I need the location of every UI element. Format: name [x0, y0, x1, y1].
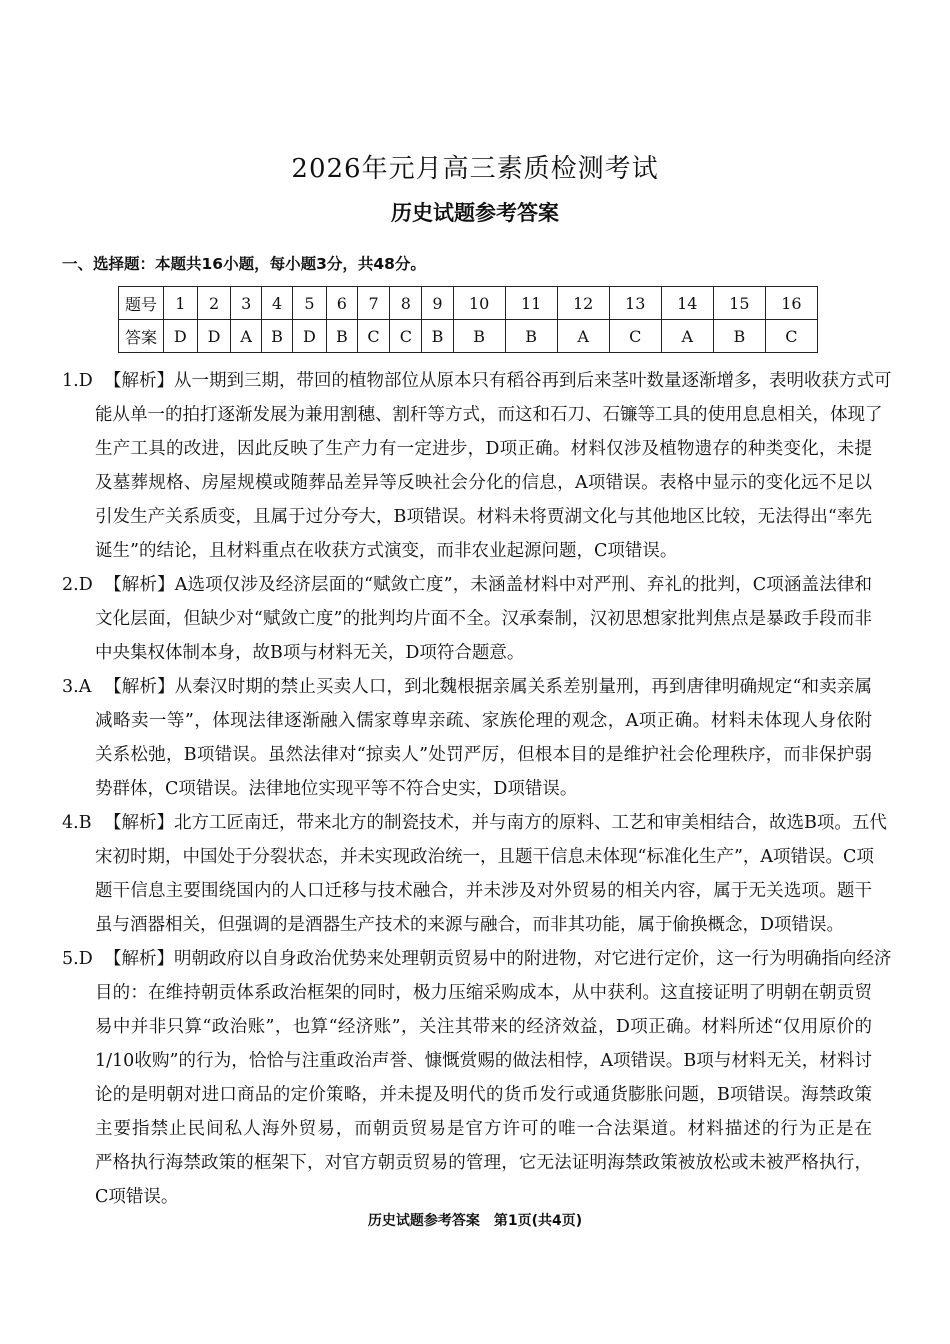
explanation-line: 能从单一的拍打逐渐发展为兼用割穗、割秆等方式，而这和石刀、石镰等工具的使用息息相关，体现了 [95, 405, 883, 425]
answer-cell: B [505, 320, 557, 353]
explanation-line [62, 942, 892, 976]
question-number-cell: 8 [390, 287, 422, 320]
explanation-item [62, 670, 872, 806]
question-answer-label: 3.A [62, 677, 92, 697]
page-footer: 历史试题参考答案 第1页(共4页) [367, 1213, 583, 1229]
answer-cell: A [557, 320, 609, 353]
answer-cell: C [765, 320, 817, 353]
exam-title: 2026年元月高三素质检测考试 [291, 154, 659, 184]
question-number-cell: 2 [197, 287, 231, 320]
answer-cell: C [609, 320, 661, 353]
answer-cell: C [357, 320, 389, 353]
explanation-line: 易中并非只算“政治账”，也算“经济账”，关注其带来的经济效益，D项正确。材料所述“仅用原价的 [95, 1017, 872, 1037]
question-answer-label: 1.D [62, 371, 93, 391]
question-number-row [119, 287, 818, 320]
answer-cell: D [293, 320, 327, 353]
explanation-line: 论的是明朝对进口商品的定价策略，并未提及明代的货币发行或通货膨胀问题，B项错误。海禁政策 [95, 1085, 872, 1105]
question-number-cell: 10 [453, 287, 505, 320]
question-number-cell: 5 [293, 287, 327, 320]
explanation-line: 文化层面，但缺少对“赋敛亡度”的批判均片面不全。汉承秦制，汉初思想家批判焦点是暴政手段而非 [95, 609, 872, 629]
answer-cell: C [390, 320, 422, 353]
explanation-text: 【解析】明朝政府以自身政治优势来处理朝贡贸易中的附进物，对它进行定价，这一行为明确指向经济 [104, 949, 892, 969]
explanation-item [62, 806, 887, 942]
question-number-cell: 14 [661, 287, 713, 320]
row-label: 答案 [119, 320, 164, 353]
explanation-line: C项错误。 [95, 1187, 179, 1207]
explanation-text: 【解析】北方工匠南迁，带来北方的制瓷技术，并与南方的原料、工艺和审美相结合，故选B项。五代 [104, 813, 887, 833]
explanation-line: 1/10收购”的行为，恰恰与注重政治声誉、慷慨赏赐的做法相悖，A项错误。B项与材料无关，材料讨 [95, 1051, 872, 1071]
explanation-line: 诞生”的结论，且材料重点在收获方式演变，而非农业起源问题，C项错误。 [95, 541, 678, 561]
explanation-line: 减略卖一等”，体现法律逐渐融入儒家尊卑亲疏、家族伦理的观念，A项正确。材料未体现人身依附 [95, 711, 872, 731]
explanation-item [62, 364, 892, 568]
explanation-line: 势群体，C项错误。法律地位实现平等不符合史实，D项错误。 [95, 779, 578, 799]
explanation-line: 中央集权体制本身，故B项与材料无关，D项符合题意。 [95, 643, 525, 663]
answer-cell: B [453, 320, 505, 353]
question-answer-label: 4.B [62, 813, 92, 833]
question-number-cell: 7 [357, 287, 389, 320]
explanation-line: 目的：在维持朝贡体系政治框架的同时，极力压缩采购成本，从中获利。这直接证明了明朝在朝贡贸 [95, 983, 872, 1003]
answer-cell: B [422, 320, 453, 353]
question-answer-label: 2.D [62, 575, 93, 595]
explanation-line [62, 364, 892, 398]
question-number-cell: 3 [231, 287, 262, 320]
question-number-cell: 9 [422, 287, 453, 320]
explanation-text: 【解析】从一期到三期，带回的植物部位从原本只有稻谷再到后来茎叶数量逐渐增多，表明收获方式可 [104, 371, 892, 391]
explanation-line: 引发生产关系质变，且属于过分夸大，B项错误。材料未将贾湖文化与其他地区比较，无法得出“率先 [95, 507, 872, 527]
question-number-cell: 4 [261, 287, 292, 320]
answer-cell: A [661, 320, 713, 353]
explanation-line: 虽与酒器相关，但强调的是酒器生产技术的来源与融合，而非其功能，属于偷换概念，D项错误。 [95, 915, 845, 935]
question-number-cell: 11 [505, 287, 557, 320]
answer-cell: A [231, 320, 262, 353]
answer-cell: B [713, 320, 765, 353]
explanation-line: 严格执行海禁政策的框架下，对官方朝贡贸易的管理，它无法证明海禁政策被放松或未被严格执行， [95, 1153, 872, 1173]
explanation-line [62, 806, 887, 840]
question-number-cell: 12 [557, 287, 609, 320]
section-heading: 一、选择题：本题共16小题，每小题3分，共48分。 [62, 255, 426, 273]
question-number-cell: 13 [609, 287, 661, 320]
document-subtitle: 历史试题参考答案 [391, 201, 559, 225]
explanation-line: 生产工具的改进，因此反映了生产力有一定进步，D项正确。材料仅涉及植物遗存的种类变化，未提 [95, 439, 872, 459]
explanation-line: 主要指禁止民间私人海外贸易，而朝贡贸易是官方许可的唯一合法渠道。材料描述的行为正是在 [95, 1119, 872, 1139]
answer-cell: B [261, 320, 292, 353]
answer-cell: D [197, 320, 231, 353]
explanation-text: 【解析】从秦汉时期的禁止买卖人口，到北魏根据亲属关系差别量刑，再到唐律明确规定“和卖亲属 [104, 677, 872, 697]
explanation-line: 关系松弛，B项错误。虽然法律对“掠卖人”处罚严厉，但根本目的是维护社会伦理秩序，而非保护弱 [95, 745, 872, 765]
question-number-cell: 1 [164, 287, 198, 320]
row-label: 题号 [119, 287, 164, 320]
question-answer-label: 5.D [62, 949, 93, 969]
question-number-cell: 6 [326, 287, 357, 320]
explanation-line [62, 568, 872, 602]
explanation-line: 题干信息主要围绕国内的人口迁移与技术融合，并未涉及对外贸易的相关内容，属于无关选项。题干 [95, 881, 872, 901]
explanation-item [62, 942, 892, 1214]
question-number-cell: 16 [765, 287, 817, 320]
explanation-line: 宋初时期，中国处于分裂状态，并未实现政治统一，且题干信息未体现“标准化生产”，A项错误。C项 [95, 847, 874, 867]
explanation-line: 及墓葬规格、房屋规模或随葬品差异等反映社会分化的信息，A项错误。表格中显示的变化远不足以 [95, 473, 872, 493]
answer-table [118, 286, 818, 353]
explanation-line [62, 670, 872, 704]
question-number-cell: 15 [713, 287, 765, 320]
explanation-item [62, 568, 872, 670]
explanation-text: 【解析】A选项仅涉及经济层面的“赋敛亡度”，未涵盖材料中对严刑、弃礼的批判，C项涵盖法律和 [104, 575, 872, 595]
answer-cell: D [164, 320, 198, 353]
answer-cell: B [326, 320, 357, 353]
answer-row [119, 320, 818, 353]
